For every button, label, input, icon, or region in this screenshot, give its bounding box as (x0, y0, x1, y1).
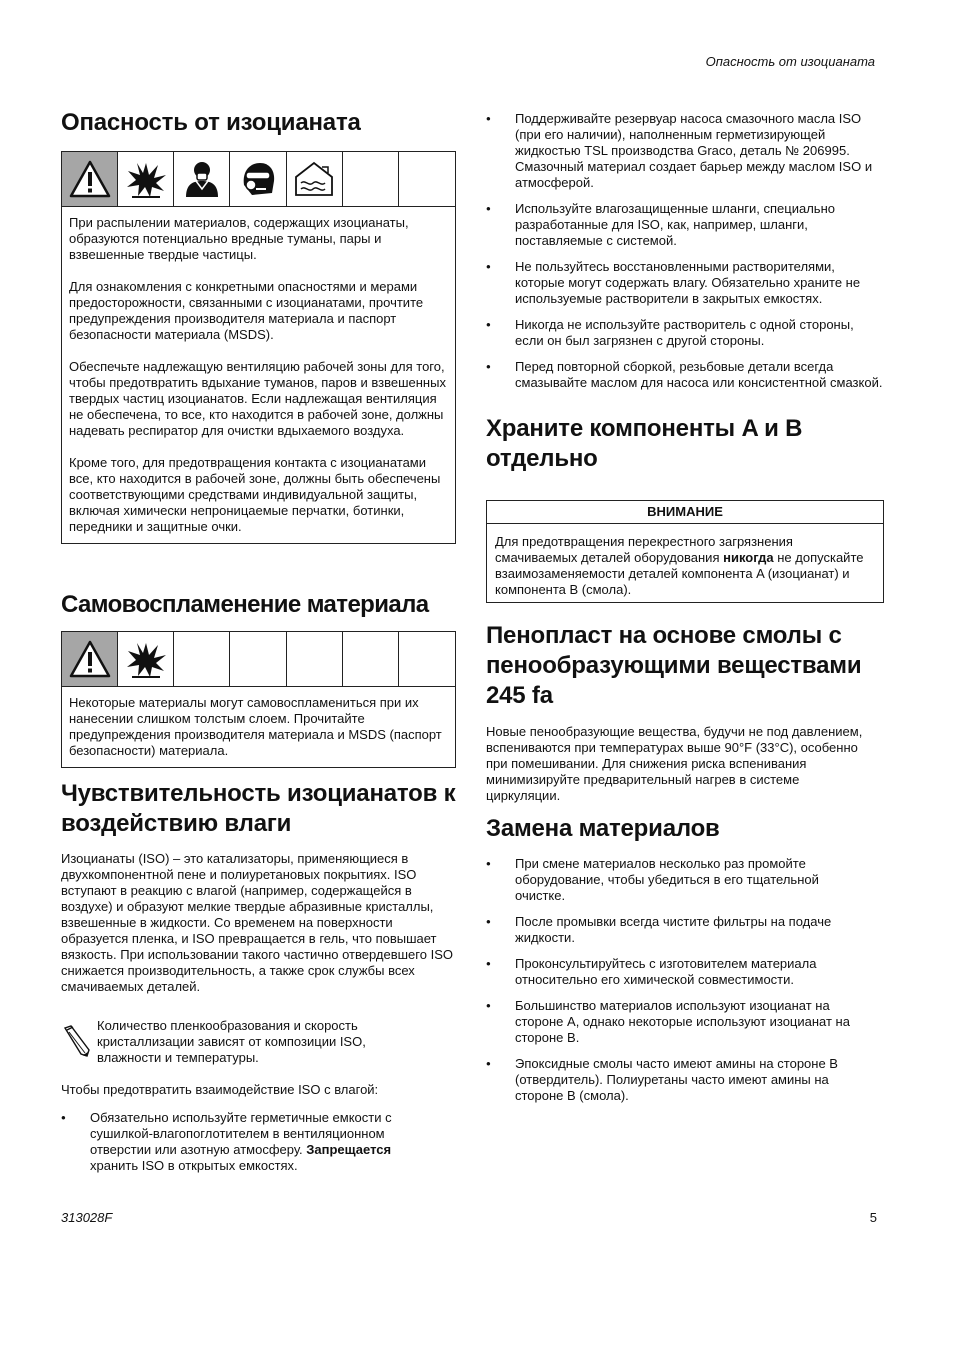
list-item: • Обязательно используйте герметичные емкости с сушилкой-влагопоглотителем в вентиляционном отверстии или азотную атмосферу. Запрещается хранить ISO в открытых емкостях. (61, 1110, 421, 1174)
caution-body (487, 524, 883, 602)
isocyanate-warning-box (61, 151, 456, 544)
change-bullets (486, 856, 866, 1104)
note-block (61, 1018, 456, 1066)
ventilation-house-icon (287, 152, 343, 206)
list-item: • Поддерживайте резервуар насоса смазочного масла ISO (при его наличии), наполненным герметизирующей жидкостью TSL производства Graco, деталь № 206995. Смазочный материал создает барьер между маслом ISO и атмосферой. (486, 111, 884, 191)
moisture-intro: Чтобы предотвратить взаимодействие ISO с влагой: (61, 1082, 379, 1097)
moisture-bullets-left (61, 1110, 421, 1174)
list-item: • Никогда не используйте растворитель с одной стороны, если он был загрязнен с другой стороны. (486, 317, 884, 349)
isocyanate-heading: Опасность от изоцианата (61, 109, 361, 136)
note-text: Количество пленкообразования и скорость кристаллизации зависят от композиции ISO, влажности и температуры. (97, 1018, 366, 1065)
list-item: • Не пользуйтесь восстановленными растворителями, которые могут содержать влагу. Обязательно храните не используемые растворители в закрытых емкостях. (486, 259, 884, 307)
selfignition-warning-box (61, 631, 456, 768)
list-item: • Перед повторной сборкой, резьбовые детали всегда смазывайте маслом для насоса или консистентной смазкой. (486, 359, 884, 391)
empty-icon-cell (230, 632, 286, 686)
moisture-heading: Чувствительность изоцианатов к воздействию влаги (61, 780, 456, 837)
list-item: • При смене материалов несколько раз промойте оборудование, чтобы убедиться в его тщательной очистке. (486, 856, 866, 904)
empty-icon-cell (343, 632, 399, 686)
eye-ear-protection-icon (230, 152, 286, 206)
warning-paragraph: Для ознакомления с конкретными опасностями и мерами предосторожности, связанными с изоцианатами, прочтите предупреждения производителя материала и паспорт безопасности материала (MSDS). (69, 279, 424, 342)
explosion-icon (118, 152, 174, 206)
empty-icon-cell (399, 632, 455, 686)
warning-paragraph: Некоторые материалы могут самовоспламениться при их нанесении слишком толстым слоем. Прочитайте предупреждения производителя материала и MSDS (паспорт безопасности) материала. (69, 695, 442, 758)
change-heading: Замена материалов (486, 815, 720, 842)
foam-heading: Пенопласт на основе смолы с пенообразующими веществами 245 fa (486, 622, 862, 709)
caution-box (486, 500, 884, 603)
warning-triangle-icon (62, 632, 118, 686)
caution-text: Для предотвращения перекрестного загрязнения смачиваемых деталей оборудования никогда не допускайте взаимозаменяемости деталей компонента A (изоцианат) и компонента B (смола). (495, 534, 864, 597)
running-header: Опасность от изоцианата (705, 54, 875, 69)
warning-paragraph: Обеспечьте надлежащую вентиляцию рабочей зоны для того, чтобы предотвратить вдыхание туманов, паров и взвешенных твердых частиц изоцианатов. Если надлежащая вентиляция не обеспечена, то все, кто находится в рабочей зоне, должны надевать респиратор для очистки вдыхаемого воздуха. (69, 359, 446, 438)
list-item: • Используйте влагозащищенные шланги, специально разработанные для ISO, как, например, шланги, поставляемые с системой. (486, 201, 884, 249)
warning-paragraph: Кроме того, для предотвращения контакта с изоцианатами все, кто находится в рабочей зоне, должны быть обеспечены соответствующими средствами индивидуальной защиты, включая химически непроницаемые перчатки, ботинки, передники и защитные очки. (69, 455, 441, 534)
warning-paragraph: При распылении материалов, содержащих изоцианаты, образуются потенциально вредные туманы, пары и взвешенные твердые частицы. (69, 215, 409, 262)
selfignition-heading: Самовоспламенение материала (61, 591, 429, 618)
hazard-icon-row (62, 632, 455, 687)
selfignition-warning-text (62, 687, 455, 767)
isocyanate-warning-text (62, 207, 455, 543)
pencil-note-icon (61, 1018, 97, 1066)
hazard-icon-row (62, 152, 455, 207)
moisture-bullets-right (486, 111, 884, 391)
empty-icon-cell (343, 152, 399, 206)
foam-paragraph: Новые пенообразующие вещества, будучи не под давлением, вспениваются при температурах выше 90°F (33°C), особенно при помешивании. Для снижения риска вспенивания минимизируйте предварительный нагрев в системе циркуляции. (486, 724, 863, 803)
page-number: 5 (869, 1210, 877, 1225)
explosion-icon (118, 632, 174, 686)
empty-icon-cell (287, 632, 343, 686)
moisture-paragraph: Изоцианаты (ISO) – это катализаторы, применяющиеся в двухкомпонентной пене и полиуретановых покрытиях. ISO вступают в реакцию с влагой (например, содержащейся в воздухе) и образуют мелкие твердые абразивные кристаллы, взвешенные в жидкости. Со временем на поверхности образуется пленка, и ISO превращается в гель, что повышает вязкость. При использовании такого частично отвердевшего ISO снижается производительность, а также срок службы всех смачиваемых деталей. (61, 851, 453, 994)
document-number: 313028F (61, 1210, 113, 1225)
list-item: • После промывки всегда чистите фильтры на подаче жидкости. (486, 914, 866, 946)
empty-icon-cell (399, 152, 455, 206)
empty-icon-cell (174, 632, 230, 686)
respirator-icon (174, 152, 230, 206)
caution-title: ВНИМАНИЕ (487, 501, 883, 524)
list-item: • Большинство материалов используют изоцианат на стороне A, однако некоторые используют изоцианат на стороне B. (486, 998, 866, 1046)
separate-heading: Храните компоненты A и B отдельно (486, 415, 803, 472)
warning-triangle-icon (62, 152, 118, 206)
list-item: • Проконсультируйтесь с изготовителем материала относительно его химической совместимости. (486, 956, 866, 988)
list-item: • Эпоксидные смолы часто имеют амины на стороне B (отвердитель). Полиуретаны часто имеют амины на стороне B (смола). (486, 1056, 866, 1104)
